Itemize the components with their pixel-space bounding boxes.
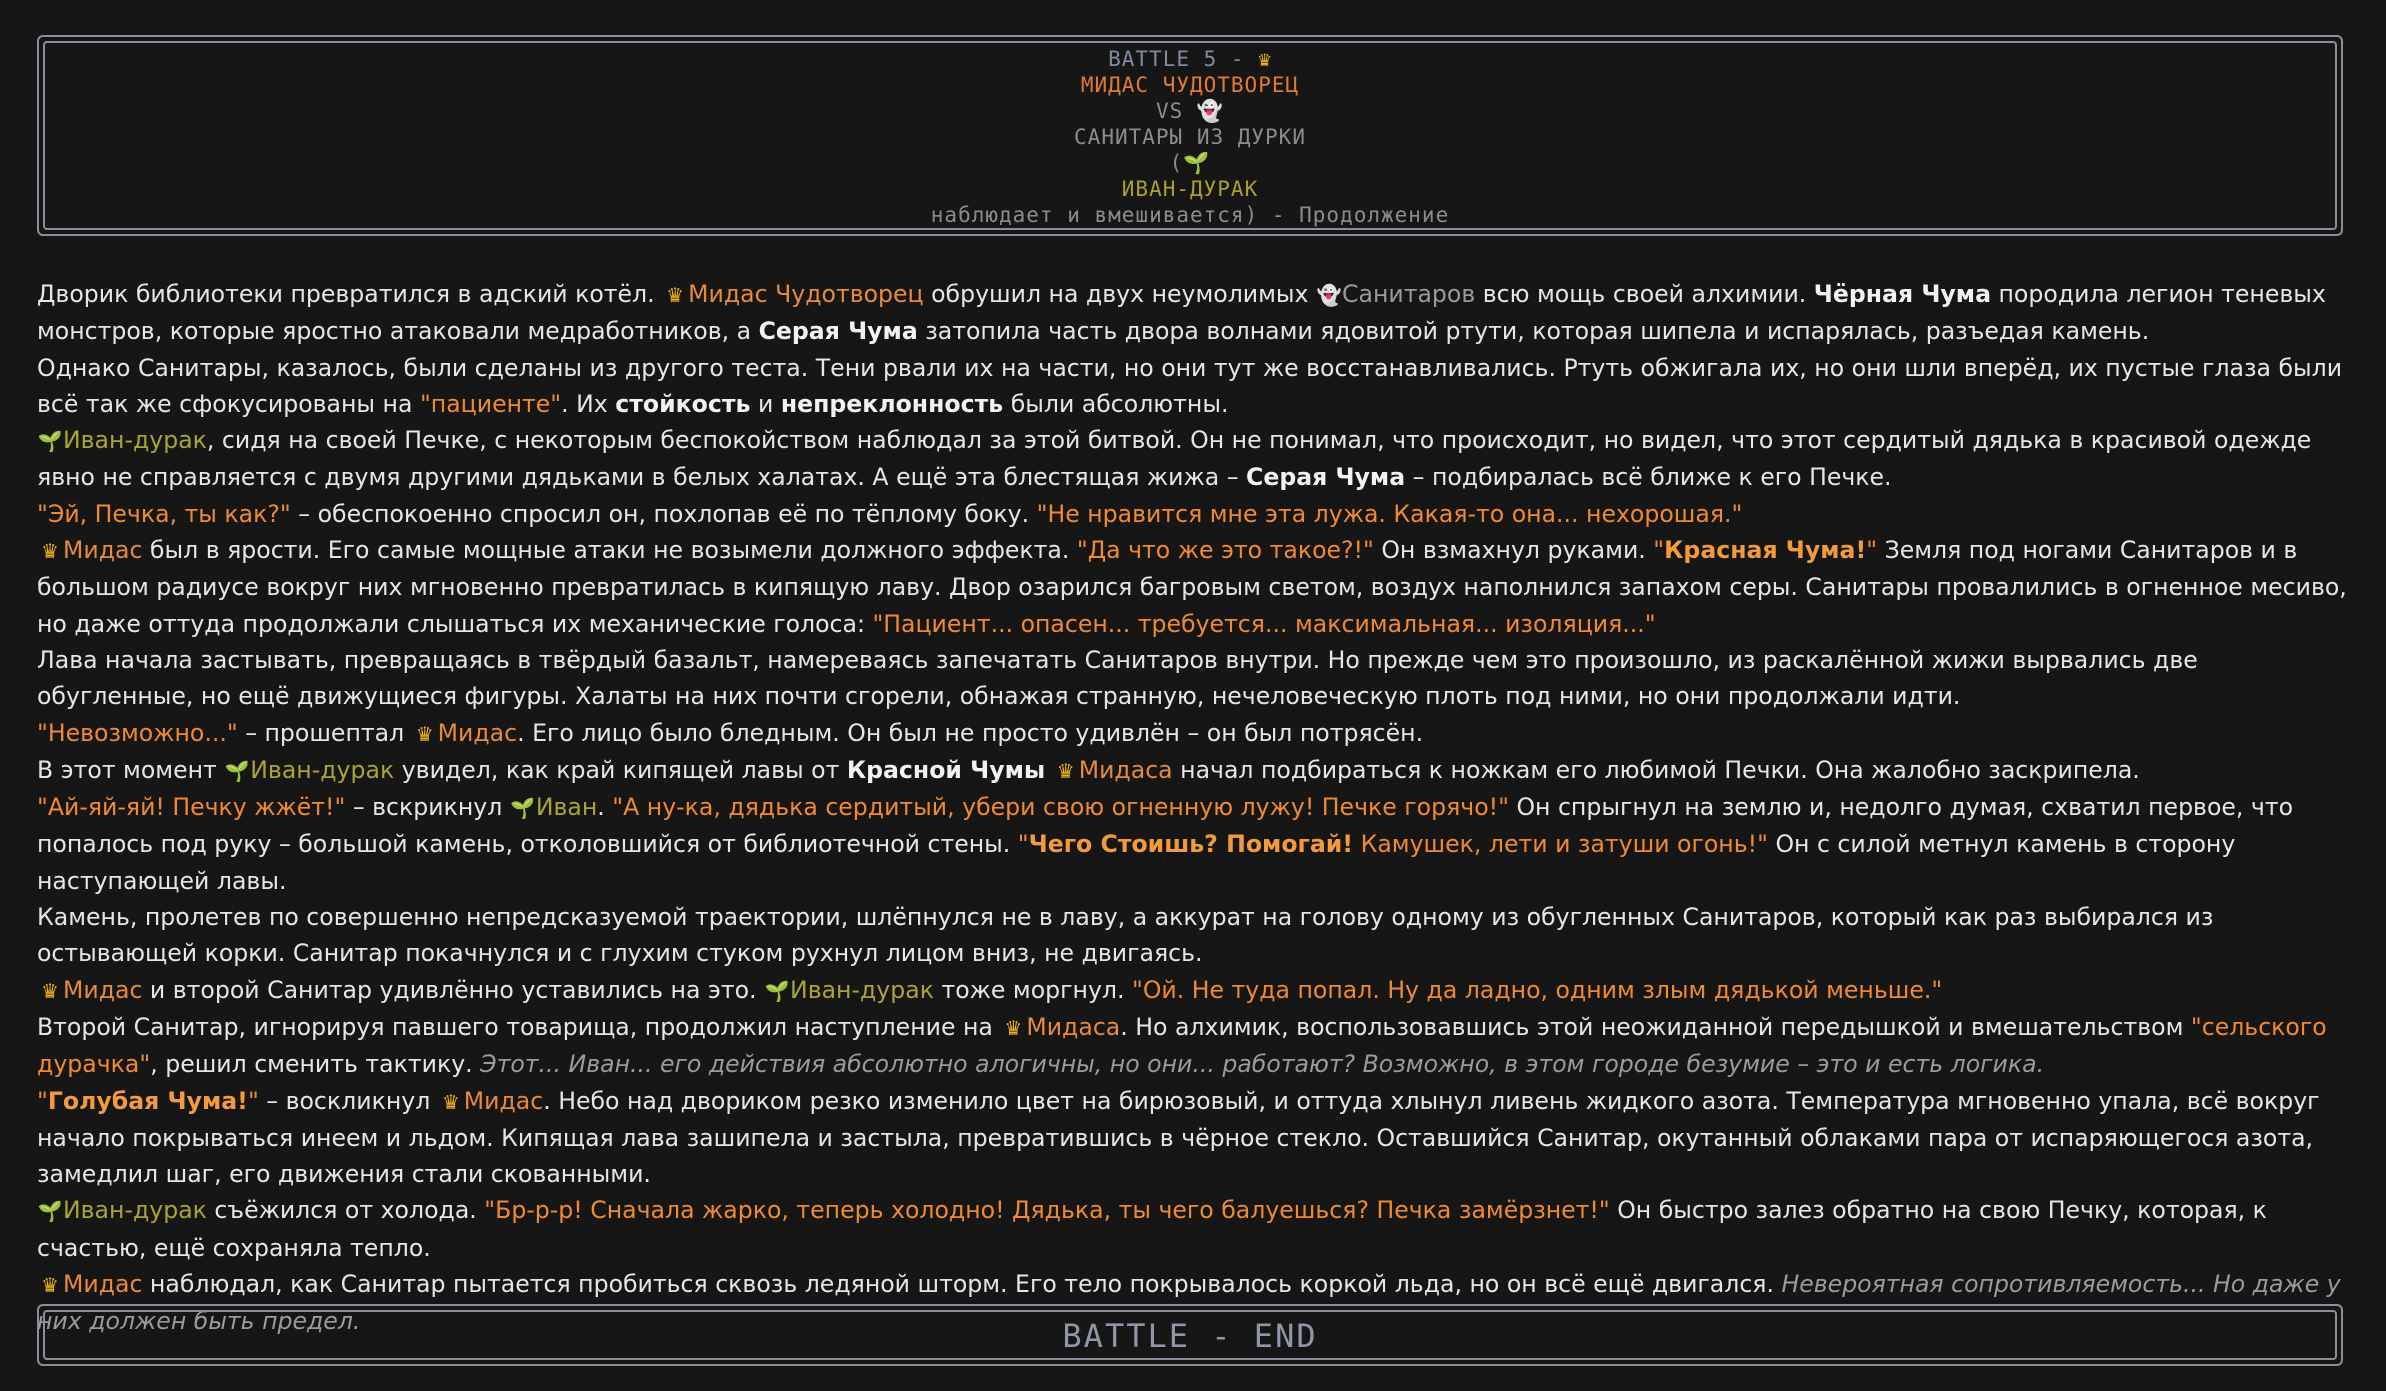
sprout-icon: 🌱 xyxy=(510,796,536,821)
crown-icon: ♛ xyxy=(1258,47,1272,71)
paragraph-13: "Голубая Чума!" – воскликнул ♛ Мидас. Небо над двориком резко изменило цвет на бирюзовый, и оттуда хлынул ливень жидкого азота. Температура мгновенно упала, всё вокруг начало покрываться инеем и льдом. Кипящая лава зашипела и застыла, превратившись в чёрное стекло. Оставшийся Санитар, окутанный облаками пара от испаряющегося азота, замедлил шаг, его движения стали скованными. xyxy=(37,1083,2349,1193)
crown-icon: ♛ xyxy=(41,978,59,1003)
quote: "Да что же это такое?!" xyxy=(1076,536,1374,565)
quote: "Красная Чума!" xyxy=(1653,536,1878,565)
fighter2-name: САНИТАРЫ ИЗ ДУРКИ xyxy=(1074,125,1306,149)
paragraph-12: Второй Санитар, игнорируя павшего товарища, продолжил наступление на ♛ Мидаса. Но алхимик, воспользовавшись этой неожиданной передышкой и вмешательством "сельского дурачка", решил сменить тактику. Этот... Иван... его действия абсолютно алогичны, но они... работают? Возможно, в этом городе безумие – это и есть логика. xyxy=(37,1009,2349,1083)
name-midas: Мидас xyxy=(63,536,143,565)
paren-open: ( xyxy=(1169,151,1184,175)
name-midas: Мидаса xyxy=(1078,755,1173,784)
crown-icon: ♛ xyxy=(415,721,434,746)
paragraph-3: 🌱Иван-дурак, сидя на своей Печке, с некоторым беспокойством наблюдал за этой битвой. Он не понимал, что происходит, но видел, что этот сердитый дядька в красивой одежде явно не справляется с двумя другими дядьками в белых халатах. А ещё эта блестящая жижа – Серая Чума – подбиралась всё ближе к его Печке. xyxy=(37,422,2349,496)
fighter1-name: МИДАС ЧУДОТВОРЕЦ xyxy=(1080,73,1300,97)
paragraph-6: Лава начала застывать, превращаясь в твёрдый базальт, намереваясь запечатать Санитаров внутри. Но прежде чем это произошло, из раскалённой жижи вырвались две обугленные, но ещё движущиеся фигуры. Халаты на них почти сгорели, обнажая странную, нечеловеческую плоть под ними, но они продолжали идти. xyxy=(37,645,2198,711)
quote: "Ай-яй-яй! Печку жжёт!" xyxy=(37,793,346,822)
name-midas: Мидас xyxy=(437,718,518,747)
ghost-icon: 👻 xyxy=(1316,283,1342,307)
paragraph-10: Камень, пролетев по совершенно непредсказуемой траектории, шлёпнулся не в лаву, а аккурат на голову одному из обугленных Санитаров, который как раз выбирался из остывающей корки. Санитар покачнулся и с глухим стуком рухнул лицом вниз, не двигаясь. xyxy=(37,903,2214,968)
name-sanitary: Санитаров xyxy=(1342,280,1476,308)
paragraph-7: "Невозможно..." – прошептал ♛ Мидас. Его лицо было бледным. Он был не просто удивлён – он был потрясён. xyxy=(37,715,2349,752)
quote: "Не нравится мне эта лужа. Какая-то она... нехорошая." xyxy=(1036,499,1743,528)
name-ivan: Иван-дурак xyxy=(63,426,207,455)
quote: "Невозможно..." xyxy=(37,718,238,747)
quote: "сельского дурачка" xyxy=(37,1012,2327,1079)
sprout-icon: 🌱 xyxy=(37,1199,63,1224)
quote: "А ну-ка, дядька сердитый, убери свою огненную лужу! Печке горячо!" xyxy=(612,793,1509,822)
name-midas: Мидас xyxy=(463,1086,544,1115)
paragraph-4: "Эй, Печка, ты как?" – обеспокоенно спросил он, похлопав её по тёплому боку. "Не нравится мне эта лужа. Какая-то она... нехорошая." xyxy=(37,499,1743,528)
paragraph-9: "Ай-яй-яй! Печку жжёт!" – вскрикнул 🌱Иван. "А ну-ка, дядька сердитый, убери свою огненную лужу! Печке горячо!" Он спрыгнул на землю и, недолго думая, схватил первое, что попалось под руку – большой камень, отколовшийся от библиотечной стены. "Чего Стоишь? Помогай! Камушек, лети и затуши огонь!" Он с силой метнул камень в сторону наступающей лавы. xyxy=(37,789,2349,899)
paragraph-5: ♛ Мидас был в ярости. Его самые мощные атаки не возымели должного эффекта. "Да что же это такое?!" Он взмахнул руками. "Красная Чума!" Земля под ногами Санитаров и в большом радиусе вокруг них мгновенно превратилась в кипящую лаву. Двор озарился багровым светом, воздух наполнился запахом серы. Санитары провалились в огненное месиво, но даже оттуда продолжали слышаться их механические голоса: "Пациент... опасен... требуется... максимальная... изоляция..." xyxy=(37,532,2349,642)
name-midas: Мидас xyxy=(63,975,143,1004)
name-midas: Мидас Чудотворец xyxy=(688,280,924,308)
quote: "Ой. Не туда попал. Ну да ладно, одним злым дядькой меньше." xyxy=(1132,975,1943,1004)
battle-footer-box xyxy=(37,1304,2343,1366)
name-ivan: Иван-дурак xyxy=(250,755,395,784)
sprout-icon: 🌱 xyxy=(1183,151,1211,175)
name-midas: Мидаса xyxy=(1026,1012,1121,1041)
name-ivan: Иван-дурак xyxy=(63,1196,207,1225)
sprout-icon: 🌱 xyxy=(37,429,63,454)
paragraph-8: В этот момент 🌱Иван-дурак увидел, как край кипящей лавы от Красной Чумы ♛ Мидаса начал подбираться к ножкам его любимой Печки. Она жалобно заскрипела. xyxy=(37,752,2349,789)
story-text xyxy=(37,276,2349,1340)
ghost-icon: 👻 xyxy=(1196,99,1225,123)
observer-name: ИВАН-ДУРАК xyxy=(1121,177,1259,201)
crown-icon: ♛ xyxy=(1004,1015,1023,1040)
paragraph-15: ♛ Мидас наблюдал, как Санитар пытается пробиться сквозь ледяной шторм. Его тело покрывалось коркой льда, но он всё ещё двигался. Невероятная сопротивляемость... Но даже у них должен быть предел. xyxy=(37,1266,2349,1340)
quote: "Бр-р-р! Сначала жарко, теперь холодно! Дядька, ты чего балуешься? Печка замёрзнет!" xyxy=(484,1196,1610,1225)
vs-line xyxy=(39,98,2341,124)
paragraph-14: 🌱Иван-дурак съёжился от холода. "Бр-р-р! Сначала жарко, теперь холодно! Дядька, ты чего балуешься? Печка замёрзнет!" Он быстро залез обратно на свою Печку, которая, к счастью, ещё сохраняла тепло. xyxy=(37,1192,2349,1266)
crown-icon: ♛ xyxy=(441,1089,460,1114)
quote: "пациенте" xyxy=(419,389,562,418)
name-ivan: Иван-дурак xyxy=(790,975,934,1004)
quote: "Эй, Печка, ты как?" xyxy=(37,499,291,528)
crown-icon: ♛ xyxy=(1056,758,1075,783)
crown-icon: ♛ xyxy=(41,539,59,564)
battle-subtitle: наблюдает и вмешивается) - Продолжение xyxy=(930,203,1450,227)
paragraph-1: Дворик библиотеки превратился в адский котёл. ♛ Мидас Чудотворец обрушил на двух неумолимых 👻Санитаров всю мощь своей алхимии. Чёрная Чума породила легион теневых монстров, которые яростно атаковали медработников, а Серая Чума затопила часть двора волнами ядовитой ртути, которая шипела и испарялась, разъедая камень. xyxy=(37,276,2349,350)
quote: "Чего Стоишь? Помогай! Камушек, лети и затуши огонь!" xyxy=(1017,830,1768,859)
battle-label: BATTLE 5 - xyxy=(1108,47,1259,71)
vs-label: VS xyxy=(1155,99,1197,123)
battle-title-line xyxy=(39,46,2341,72)
inner-thought: Этот... Иван... его действия абсолютно алогичны, но они... работают? Возможно, в этом городе безумие – это и есть логика. xyxy=(480,1050,2045,1079)
battle-header xyxy=(39,46,2341,228)
quote: "Голубая Чума!" xyxy=(37,1086,259,1115)
battle-header-box xyxy=(37,35,2343,236)
observer-icon-line xyxy=(39,150,2341,176)
paragraph-2: Однако Санитары, казалось, были сделаны из другого теста. Тени рвали их на части, но они тут же восстанавливались. Ртуть обжигала их, но они шли вперёд, их пустые глаза были всё так же сфокусированы на "пациенте". Их стойкость и непреклонность были абсолютны. xyxy=(37,353,2343,418)
sprout-icon: 🌱 xyxy=(764,978,790,1003)
paragraph-11: ♛ Мидас и второй Санитар удивлённо уставились на это. 🌱Иван-дурак тоже моргнул. "Ой. Не туда попал. Ну да ладно, одним злым дядькой меньше." xyxy=(37,972,2349,1009)
name-midas: Мидас xyxy=(63,1270,143,1299)
sprout-icon: 🌱 xyxy=(224,758,250,783)
battle-end-label: BATTLE - END xyxy=(1062,1317,1318,1355)
crown-icon: ♛ xyxy=(666,283,685,307)
inner-thought: Невероятная сопротивляемость... Но даже у них должен быть предел. xyxy=(37,1270,2341,1336)
quote: "Пациент... опасен... требуется... максимальная... изоляция..." xyxy=(872,609,1656,638)
name-ivan: Иван xyxy=(535,793,598,822)
crown-icon: ♛ xyxy=(41,1273,59,1298)
